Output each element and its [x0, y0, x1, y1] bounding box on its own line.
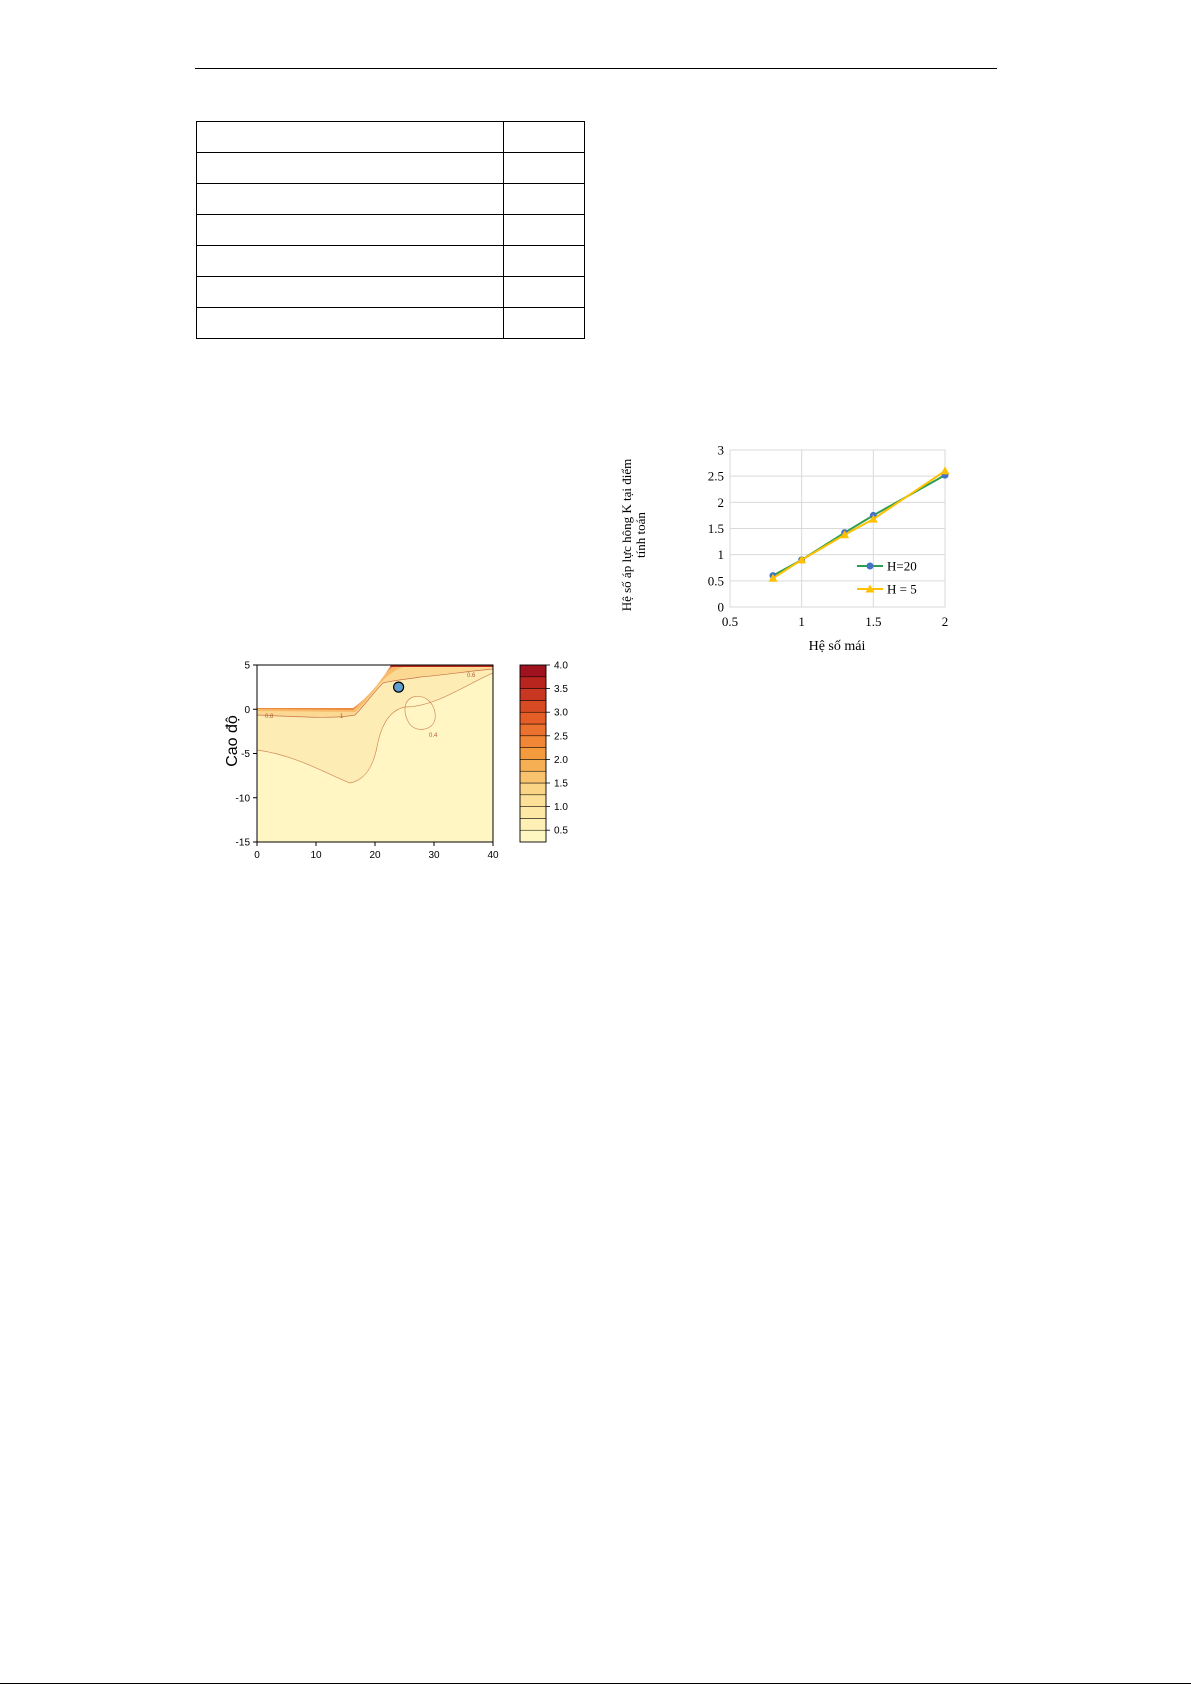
colorbar-band	[520, 795, 546, 807]
colorbar-band	[520, 665, 546, 677]
colorbar-band	[520, 736, 546, 748]
contour-x-tick-label: 40	[487, 850, 499, 861]
data-table	[196, 121, 585, 339]
table-row	[197, 246, 585, 277]
table-row	[197, 184, 585, 215]
contour-ylabel: Cao độ	[224, 715, 241, 767]
colorbar-band	[520, 748, 546, 760]
colorbar-tick-label: 4.0	[554, 660, 568, 672]
calculation-point-marker	[394, 682, 404, 692]
line-y-tick-label: 3	[717, 442, 724, 458]
contour-y-tick-label: -5	[241, 749, 250, 760]
line-y-tick-label: 0.5	[707, 573, 724, 589]
line-chart-ylabel-wrap	[620, 455, 730, 615]
table-cell	[197, 153, 504, 184]
colorbar-tick-label: 2.5	[554, 731, 568, 743]
table-row	[197, 122, 585, 153]
colorbar-tick-label: 3.5	[554, 684, 568, 696]
contour-label: 0.6	[467, 673, 476, 679]
line-x-tick-label: 2	[941, 614, 949, 629]
footer-rule	[0, 1683, 1191, 1684]
line-x-tick-label: 0.5	[721, 614, 739, 629]
line-chart-ylabel: Hệ số áp lực hông K tại điểm tính toán	[619, 458, 648, 612]
colorbar-tick-label: 1.0	[554, 802, 568, 814]
table-cell	[197, 215, 504, 246]
table-cell	[197, 184, 504, 215]
colorbar-band	[520, 712, 546, 724]
colorbar-band	[520, 689, 546, 701]
table-cell	[504, 215, 585, 246]
contour-x-tick-label: 10	[310, 850, 322, 861]
colorbar-band	[520, 759, 546, 771]
colorbar-band	[520, 818, 546, 830]
colorbar-band	[520, 783, 546, 795]
table-row	[197, 308, 585, 339]
contour-y-tick-label: 0	[244, 704, 250, 716]
table-cell	[197, 246, 504, 277]
table-cell	[504, 277, 585, 308]
table-cell	[197, 308, 504, 339]
table-row	[197, 277, 585, 308]
line-chart-figure	[619, 440, 957, 662]
colorbar-band	[520, 700, 546, 712]
legend-marker-circle	[867, 563, 874, 570]
line-y-tick-label: 0	[717, 599, 724, 615]
line-chart	[619, 440, 957, 662]
contour-x-tick-label: 30	[428, 850, 440, 861]
line-y-tick-label: 1.5	[707, 521, 724, 536]
colorbar-band	[520, 677, 546, 689]
contour-label: 1	[340, 714, 344, 720]
contour-label: 0.4	[429, 733, 438, 739]
table-cell	[504, 122, 585, 153]
table-cell	[504, 184, 585, 215]
line-y-tick-label: 1	[717, 547, 724, 563]
table-cell	[197, 122, 504, 153]
contour-chart	[205, 655, 585, 877]
contour-y-tick-label: -10	[235, 793, 250, 805]
contour-x-tick-label: 0	[254, 850, 260, 861]
colorbar-band	[520, 807, 546, 819]
contour-y-tick-label: 5	[244, 660, 250, 672]
colorbar-band	[520, 724, 546, 736]
contour-x-tick-label: 20	[369, 850, 381, 861]
contour-figure	[205, 655, 585, 877]
contour-label: 0.8	[265, 714, 274, 720]
colorbar-tick-label: 1.5	[554, 778, 568, 790]
colorbar-band	[520, 830, 546, 842]
colorbar-tick-label: 2.0	[554, 754, 568, 766]
table-cell	[504, 153, 585, 184]
table-row	[197, 215, 585, 246]
table-cell	[504, 308, 585, 339]
contour-field	[257, 665, 493, 842]
legend-label: H=20	[887, 558, 917, 574]
table-cell	[504, 246, 585, 277]
header-rule	[195, 68, 997, 69]
table-row	[197, 153, 585, 184]
colorbar-tick-label: 3.0	[554, 707, 568, 719]
line-x-tick-label: 1.5	[865, 614, 882, 629]
colorbar-band	[520, 771, 546, 783]
colorbar-tick-label: 0.5	[554, 825, 568, 837]
line-y-tick-label: 2.5	[707, 468, 724, 484]
contour-y-tick-label: -15	[235, 837, 250, 849]
line-chart-xlabel: Hệ số mái	[808, 639, 866, 654]
legend-label: H = 5	[887, 581, 917, 597]
line-y-tick-label: 2	[717, 494, 724, 510]
line-x-tick-label: 1	[798, 614, 805, 629]
table-cell	[197, 277, 504, 308]
